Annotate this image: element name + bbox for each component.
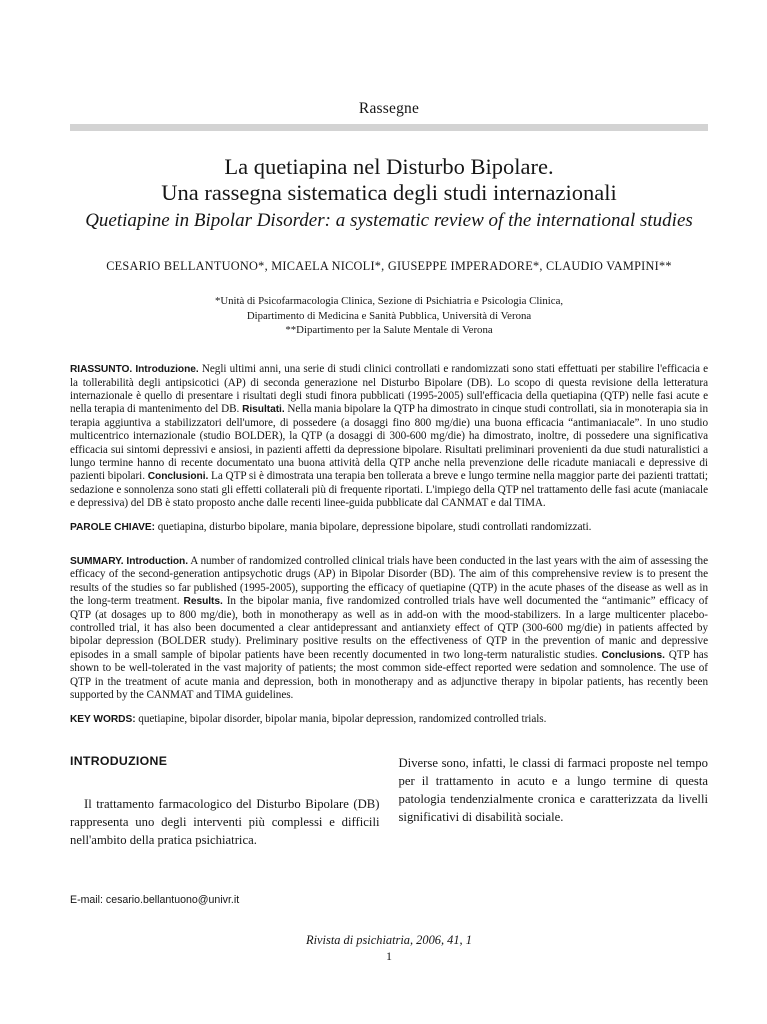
introduction-heading: INTRODUZIONE <box>70 753 168 768</box>
authors-line: CESARIO BELLANTUONO*, MICAELA NICOLI*, GIUSEPPE IMPERADORE*, CLAUDIO VAMPINI** <box>106 259 672 274</box>
affiliations-block <box>70 294 708 337</box>
parole-chiave-label: PAROLE CHIAVE: <box>70 521 155 533</box>
riassunto-conclusions-label: Conclusioni. <box>147 471 209 483</box>
abstract-italian <box>70 363 708 510</box>
key-words-label: KEY WORDS: <box>70 713 136 725</box>
abstract-english <box>70 555 708 702</box>
summary-intro-text: A number of randomized controlled clinical trials have been conducted in the last years with the aim of assessing the efficacy of the second-generation antipsychotic drugs (AP) in Bipolar Disorder (BD). The aim of this comprehensive review is to present the results of the studies so far published (1995-2005), supporting the efficacy of quetiapine (QTP) in the acute phases of the disease as well as in the long-term treatment. <box>70 555 709 608</box>
introduction-paragraph-left: Il trattamento farmacologico del Disturbo Bipolare (DB) rappresenta uno degli interventi più complessi e difficili nell'ambito della pratica psichiatrica. <box>70 797 380 848</box>
section-kicker: Rassegne <box>358 100 420 117</box>
affiliation-line-2: Dipartimento di Medicina e Sanità Pubblica, Università di Verona <box>246 309 532 322</box>
article-title-english: Quetiapine in Bipolar Disorder: a systematic review of the international studies <box>85 209 693 231</box>
column-right <box>399 753 709 909</box>
keywords-english <box>70 713 708 726</box>
article-page <box>70 100 708 964</box>
riassunto-intro-text: Negli ultimi anni, una serie di studi clinici controllati e randomizzati sono stati effettuati per stabilire l'efficacia e la tollerabilità degli antipsicotici (AP) di seconda generazione nel Disturbo Bipolare (DB). Lo scopo di questa revisione della letteratura internazionale è quello di presentare i risultati degli studi finora pubblicati (1995-2005) sull'efficacia della quetiapina (QTP) nelle fasi acute e nella terapia di mantenimento del DB. <box>70 363 708 416</box>
page-number: 1 <box>386 948 392 963</box>
keywords-italian <box>70 521 708 534</box>
title-line-2: Una rassegna sistematica degli studi internazionali <box>161 180 617 206</box>
journal-citation-footer: Rivista di psichiatria, 2006, 41, 1 <box>306 932 472 947</box>
article-title-italian <box>70 154 708 207</box>
title-line-1: La quetiapina nel Disturbo Bipolare. <box>224 154 554 179</box>
riassunto-results-label: Risultati. <box>242 404 285 416</box>
affiliation-line-1: *Unità di Psicofarmacologia Clinica, Sezione di Psichiatria e Psicologia Clinica, <box>214 295 564 308</box>
header-rule <box>70 124 708 131</box>
riassunto-conclusions-text: La QTP si è dimostrata una terapia ben tollerata a breve e lungo termine nella maggior parte dei pazienti trattati; sedazione e sonnolenza sono stati gli effetti collaterali più di frequente riportati. L'impiego della QTP nel trattamento delle fasi acute (maniacale e depressiva) del DB è stato proposto anche dalle recenti linee-guida pubblicate dal CANMAT e dal TIMA. <box>70 470 708 510</box>
summary-results-text: In the bipolar mania, five randomized controlled trials have well documented the “antimanic” efficacy of QTP (at dosages up to 800 mg/die), both in monotherapy as well as in add-on with the mood-stabilizers. In a large multicenter placebo-controlled trial, it has also been documented a clear antidepressant and antianxiety effect of QTP (300-600 mg/die) in patients affected by bipolar depression (BOLDER study). Preliminary positive results on the effectiveness of QTP in the prevention of manic and depressive episodes in a small sample of bipolar patients have been recently documented in two long-term naturalistic studies. <box>70 595 708 661</box>
summary-conclusions-text: QTP has shown to be well-tolerated in the vast majority of patients; the most common side-effect reported were sedation and somnolence. The use of QTP in the treatment of acute mania and depression, both in monotherapy and as adjunctive therapy in bipolar patients, has recently been supported by the CANMAT and TIMA guidelines. <box>70 648 709 702</box>
riassunto-intro-label: RIASSUNTO. Introduzione. <box>70 364 199 376</box>
key-words-text: quetiapine, bipolar disorder, bipolar mania, bipolar depression, randomized controlled trials. <box>135 712 547 725</box>
affiliation-line-3: **Dipartimento per la Salute Mentale di Verona <box>285 323 493 336</box>
summary-conclusions-label: Conclusions. <box>601 649 665 661</box>
summary-intro-label: SUMMARY. Introduction. <box>70 556 189 568</box>
email-line: E-mail: cesario.bellantuono@univr.it <box>70 894 240 907</box>
introduction-two-column-section <box>70 753 708 909</box>
introduction-paragraph-right: Diverse sono, infatti, le classi di farmaci proposte nel tempo per il trattamento in acuto e a lungo termine di questa patologia tendenzialmente cronica e caratterizzata da livelli significativi di disabilità sociale. <box>398 755 708 825</box>
summary-results-label: Results. <box>183 596 223 608</box>
parole-chiave-text: quetiapina, disturbo bipolare, mania bipolare, depressione bipolare, studi controllati randomizzati. <box>154 520 592 533</box>
riassunto-results-text: Nella mania bipolare la QTP ha dimostrato in cinque studi controllati, sia in monoterapia sia in terapia aggiuntiva a stabilizzatori dell'umore, di possedere (a dosaggi fino 800 mg/die) una buona efficacia “antimaniacale”. In uno studio multicentrico internazionale (studio BOLDER), la QTP (a dosaggi di 300-600 mg/die) ha dimostrato, inoltre, di possedere una significativa efficacia sui sintomi depressivi e ansiosi, in pazienti affetti da depressione bipolare. Risultati preliminari provenienti da due studi naturalistici a lungo termine hanno di recente documentato una buona attività della QTP anche nella prevenzione delle ricadute maniacali e depressive di pazienti bipolari. <box>70 403 708 483</box>
column-left <box>70 753 380 909</box>
